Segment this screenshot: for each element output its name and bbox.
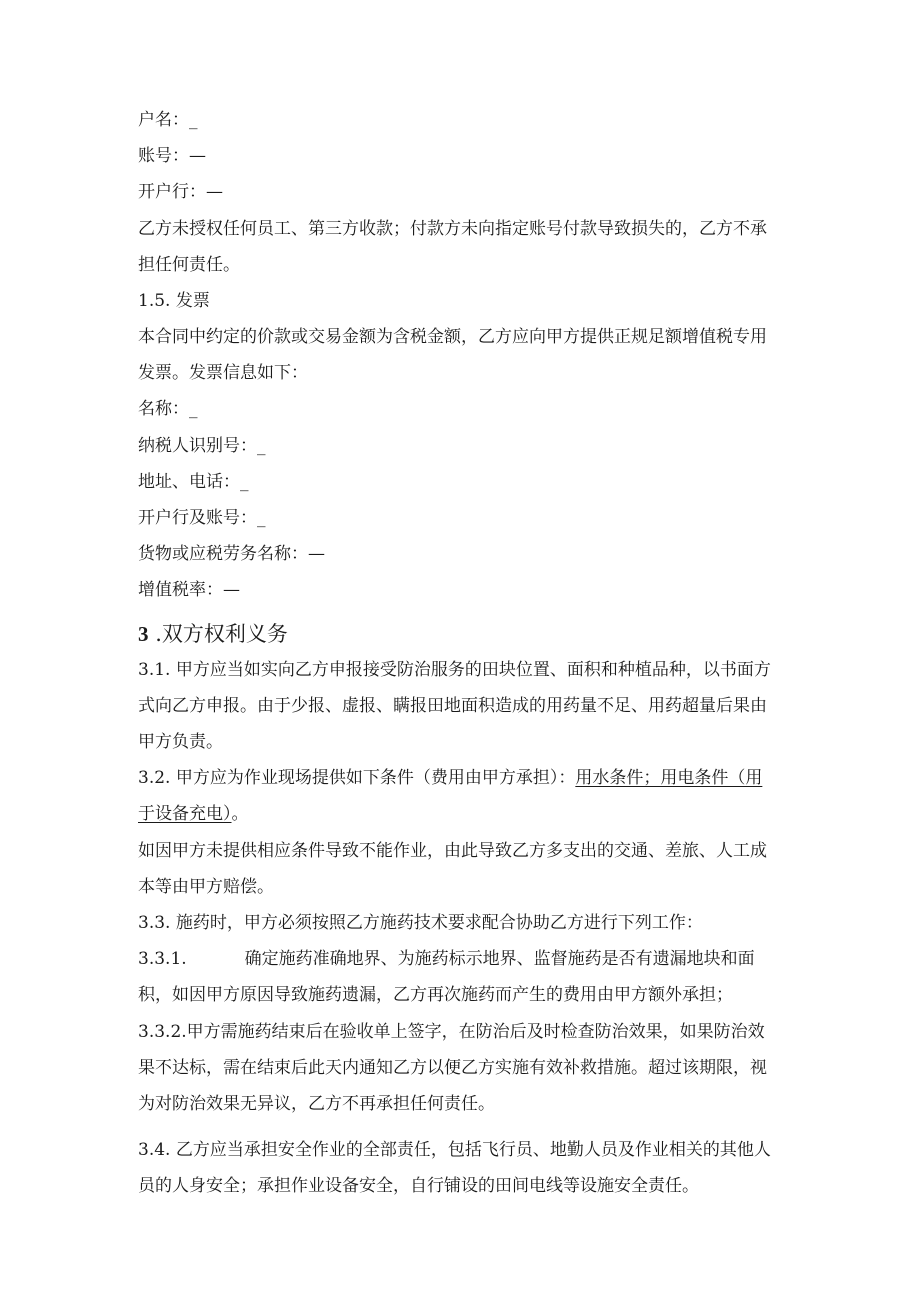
clause-3-1-line-3: 甲方负责。 bbox=[138, 732, 223, 752]
section-3-title: .双方权利义务 bbox=[155, 622, 288, 646]
clause-3-3: 3.3. 施药时，甲方必须按照乙方施药技术要求配合协助乙方进行下列工作： bbox=[138, 913, 703, 933]
invoice-address-phone-field: 地址、电话：_ bbox=[138, 472, 249, 492]
clause-3-4-line-1: 3.4. 乙方应当承担安全作业的全部责任，包括飞行员、地勤人员及作业相关的其他人 bbox=[138, 1140, 771, 1160]
clause-3-4-line-2: 员的人身安全；承担作业设备安全，自行铺设的田间电线等设施安全责任。 bbox=[138, 1176, 699, 1196]
invoice-heading: 1.5. 发票 bbox=[138, 291, 210, 311]
clause-3-1-line-2: 式向乙方申报。由于少报、虚报、瞒报田地面积造成的用药量不足、用药超量后果由 bbox=[138, 696, 767, 716]
account-number-line: 账号：— bbox=[138, 146, 206, 166]
invoice-goods-name-field: 货物或应税劳务名称：— bbox=[138, 544, 325, 564]
invoice-taxpayer-id-field: 纳税人识别号：_ bbox=[138, 436, 266, 456]
clause-3-2-line-3: 如因甲方未提供相应条件导致不能作业，由此导致乙方多支出的交通、差旅、人工成 bbox=[138, 841, 767, 861]
clause-3-2-line-1 bbox=[138, 768, 762, 788]
clause-3-1-line-1: 3.1. 甲方应当如实向乙方申报接受防治服务的田块位置、面积和种植品种，以书面方 bbox=[138, 660, 771, 680]
invoice-intro-line-1: 本合同中约定的价款或交易金额为含税金额，乙方应向甲方提供正规足额增值税专用 bbox=[138, 327, 767, 347]
clause-3-2-conditions-underlined-cont: 于设备充电） bbox=[138, 804, 232, 824]
invoice-intro-line-2: 发票。发票信息如下： bbox=[138, 363, 308, 383]
clause-3-2-line-4: 本等由甲方赔偿。 bbox=[138, 877, 274, 897]
payment-disclaimer-line-2: 担任何责任。 bbox=[138, 255, 240, 275]
clause-3-2-conditions-underlined: 用水条件；用电条件（用 bbox=[575, 768, 763, 788]
account-name-line: 户名：_ bbox=[138, 110, 198, 130]
clause-3-3-2-line-3: 为对防治效果无异议，乙方不再承担任何责任。 bbox=[138, 1094, 495, 1114]
clause-3-3-1-number: 3.3.1. bbox=[138, 949, 187, 969]
invoice-bank-account-field: 开户行及账号：_ bbox=[138, 508, 266, 528]
clause-3-3-1-line-2: 积，如因甲方原因导致施药遗漏，乙方再次施药而产生的费用由甲方额外承担； bbox=[138, 985, 733, 1005]
invoice-name-field: 名称：_ bbox=[138, 399, 198, 419]
invoice-vat-rate-field: 增值税率：— bbox=[138, 580, 240, 600]
section-3-heading bbox=[138, 622, 288, 646]
clause-3-3-1-line-1 bbox=[138, 949, 755, 969]
clause-3-3-1-text: 确定施药准确地界、为施药标示地界、监督施药是否有遗漏地块和面 bbox=[244, 949, 755, 969]
clause-3-2-text: 3.2. 甲方应为作业现场提供如下条件（费用由甲方承担）： bbox=[138, 768, 576, 788]
payment-disclaimer-line-1: 乙方未授权任何员工、第三方收款；付款方未向指定账号付款导致损失的，乙方不承 bbox=[138, 219, 767, 239]
clause-3-2-line-2 bbox=[138, 804, 249, 824]
bank-line: 开户行：— bbox=[138, 182, 223, 202]
clause-3-2-period: 。 bbox=[231, 804, 249, 824]
clause-3-3-2-line-1: 3.3.2.甲方需施药结束后在验收单上签字，在防治后及时检查防治效果，如果防治效 bbox=[138, 1022, 765, 1042]
clause-3-3-2-line-2: 果不达标，需在结束后此天内通知乙方以便乙方实施有效补救措施。超过该期限，视 bbox=[138, 1058, 767, 1078]
section-3-number: 3 bbox=[138, 622, 149, 646]
